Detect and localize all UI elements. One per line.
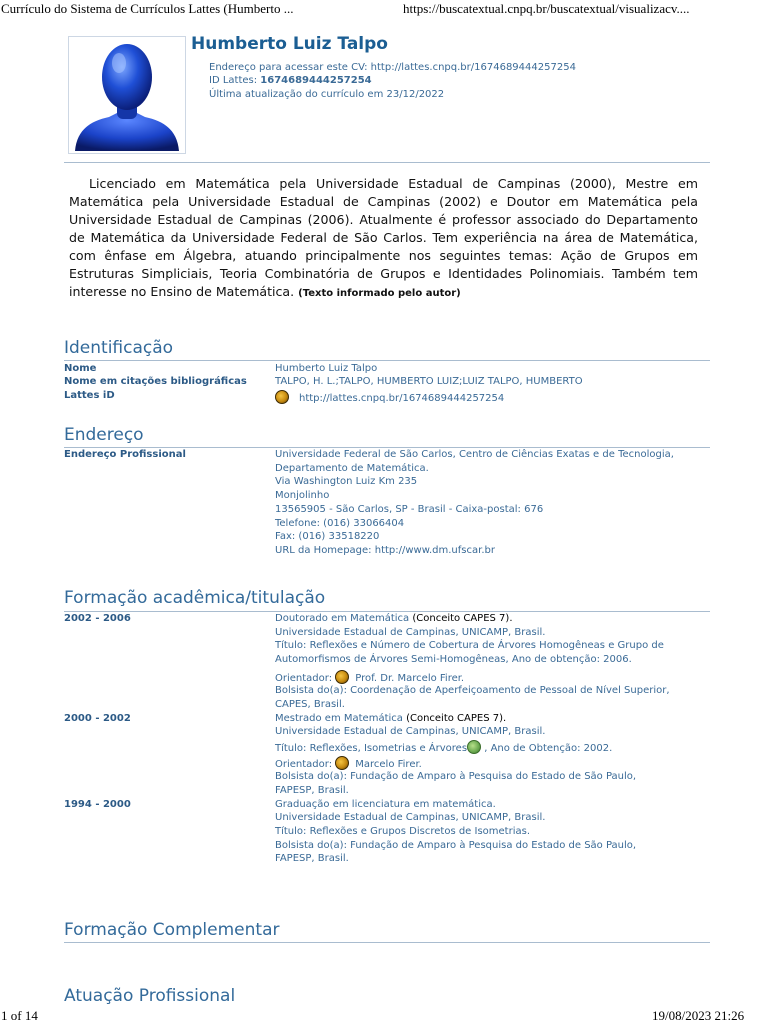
section-endereco-title: Endereço <box>64 425 144 445</box>
fax-line: Fax: (016) 33518220 <box>275 531 380 542</box>
value-citacoes: TALPO, H. L.;TALPO, HUMBERTO LUIZ;LUIZ TALPO, HUMBERTO <box>275 376 583 387</box>
formacao-thesis-title: Título: Reflexões e Número de Cobertura de Árvores Homogêneas e Grupo de <box>275 640 664 651</box>
formacao-period: 1994 - 2000 <box>64 799 131 810</box>
formacao-grant-cont: CAPES, Brasil. <box>275 699 345 710</box>
address-line: 13565905 - São Carlos, SP - Brasil - Caixa-postal: 676 <box>275 504 544 515</box>
thesis-year: , Ano de Obtenção: 2002. <box>481 743 613 754</box>
label-nome: Nome <box>64 363 97 374</box>
value-lattes-id <box>275 390 504 404</box>
section-formacao-complementar-title: Formação Complementar <box>64 920 280 940</box>
section-divider <box>64 611 710 612</box>
formacao-advisor-line <box>275 756 422 770</box>
section-formacao-title: Formação acadêmica/titulação <box>64 588 326 608</box>
formacao-degree: Mestrado em Matemática <box>275 713 403 724</box>
summary-text <box>69 175 698 303</box>
address-line: Universidade Federal de São Carlos, Centro de Ciências Exatas e de Tecnologia, <box>275 449 674 460</box>
value-nome: Humberto Luiz Talpo <box>275 363 378 374</box>
page-title: Currículo do Sistema de Currículos Lattes (Humberto ... <box>1 1 294 16</box>
label-lattes-id: Lattes iD <box>64 390 115 401</box>
formacao-degree-line <box>275 613 513 624</box>
formacao-period: 2002 - 2006 <box>64 613 131 624</box>
label-endereco-profissional: Endereço Profissional <box>64 449 186 460</box>
profile-name: Humberto Luiz Talpo <box>191 34 388 54</box>
page-url[interactable]: https://buscatextual.cnpq.br/buscatextual/visualizacv.... <box>403 1 690 16</box>
print-footer <box>0 1008 768 1024</box>
formacao-thesis-title-cont: Automorfismos de Árvores Semi-Homogêneas, Ano de obtenção: 2006. <box>275 654 632 665</box>
address-line: Departamento de Matemática. <box>275 463 429 474</box>
avatar <box>68 36 186 154</box>
formacao-institution: Universidade Estadual de Campinas, UNICAMP, Brasil. <box>275 627 546 638</box>
address-line: Via Washington Luiz Km 235 <box>275 476 418 487</box>
formacao-degree: Doutorado em Matemática <box>275 613 410 624</box>
thesis-title-text: Título: Reflexões, Isometrias e Árvores <box>275 743 468 754</box>
phone-line: Telefone: (016) 33066404 <box>275 518 405 529</box>
formacao-degree: Graduação em licenciatura em matemática. <box>275 799 496 810</box>
label-citacoes: Nome em citações bibliográficas <box>64 376 247 387</box>
homepage-link[interactable]: URL da Homepage: http://www.dm.ufscar.br <box>275 545 495 556</box>
formacao-capes: (Conceito CAPES 7). <box>402 713 507 724</box>
section-divider <box>64 360 710 361</box>
last-update: Última atualização do currículo em 23/12/2022 <box>209 89 445 100</box>
formacao-institution: Universidade Estadual de Campinas, UNICAMP, Brasil. <box>275 726 546 737</box>
lattes-id-value: 1674689444257254 <box>260 75 372 86</box>
section-atuacao-title: Atuação Profissional <box>64 986 236 1006</box>
formacao-grant-cont: FAPESP, Brasil. <box>275 853 349 864</box>
print-timestamp: 19/08/2023 21:26 <box>652 1008 745 1023</box>
advisor-lattes-icon[interactable] <box>335 670 349 684</box>
cv-address[interactable]: Endereço para acessar este CV: http://lattes.cnpq.br/1674689444257254 <box>209 62 576 73</box>
advisor-name[interactable]: Prof. Dr. Marcelo Firer. <box>355 673 465 684</box>
formacao-institution: Universidade Estadual de Campinas, UNICAMP, Brasil. <box>275 812 546 823</box>
formacao-thesis-title: Título: Reflexões e Grupos Discretos de Isometrias. <box>275 826 531 837</box>
advisor-label: Orientador: <box>275 673 336 684</box>
formacao-advisor-line <box>275 670 464 684</box>
advisor-lattes-icon[interactable] <box>335 756 349 770</box>
address-line: Monjolinho <box>275 490 330 501</box>
section-divider <box>64 942 710 943</box>
lattes-id-icon[interactable] <box>275 390 289 404</box>
formacao-degree-line <box>275 713 506 724</box>
page-counter: 1 of 14 <box>1 1008 38 1023</box>
thesis-info-icon[interactable] <box>467 740 481 754</box>
advisor-name[interactable]: Marcelo Firer. <box>355 759 422 770</box>
formacao-grant: Bolsista do(a): Fundação de Amparo à Pesquisa do Estado de São Paulo, <box>275 771 637 782</box>
formacao-thesis-title <box>275 740 612 754</box>
section-divider <box>64 447 710 448</box>
summary-body: Licenciado em Matemática pela Universidade Estadual de Campinas (2000), Mestre em Matemática pela Universidade Estadual de Campinas (2002) e Doutor em Matemática pela Universidade Estadual de Campinas (2006). Atualmente é professor associado do Departamento de Matemática da Universidade Federal de São Carlos. Tem experiência na área de Matemática, com ênfase em Álgebra, atuando principalmente nos seguintes temas: Ação de Grupos em Estruturas Simpliciais, Teoria Combinatória de Grupos e Identidades Polinomiais. Também tem interesse no Ensino de Matemática. <box>69 176 698 299</box>
formacao-capes: (Conceito CAPES 7). <box>409 613 513 624</box>
summary-note: (Texto informado pelo autor) <box>298 288 461 299</box>
section-identificacao-title: Identificação <box>64 338 174 358</box>
avatar-silhouette-icon <box>69 37 185 153</box>
header-divider <box>64 162 710 163</box>
advisor-label: Orientador: <box>275 759 336 770</box>
lattes-id-label: ID Lattes: <box>209 75 261 86</box>
lattes-id-line <box>209 75 372 86</box>
formacao-grant: Bolsista do(a): Fundação de Amparo à Pesquisa do Estado de São Paulo, <box>275 840 637 851</box>
formacao-grant: Bolsista do(a): Coordenação de Aperfeiçoamento de Pessoal de Nível Superior, <box>275 685 670 696</box>
formacao-period: 2000 - 2002 <box>64 713 131 724</box>
print-header <box>0 0 768 18</box>
lattes-id-link[interactable]: http://lattes.cnpq.br/1674689444257254 <box>299 393 505 404</box>
formacao-grant-cont: FAPESP, Brasil. <box>275 785 349 796</box>
